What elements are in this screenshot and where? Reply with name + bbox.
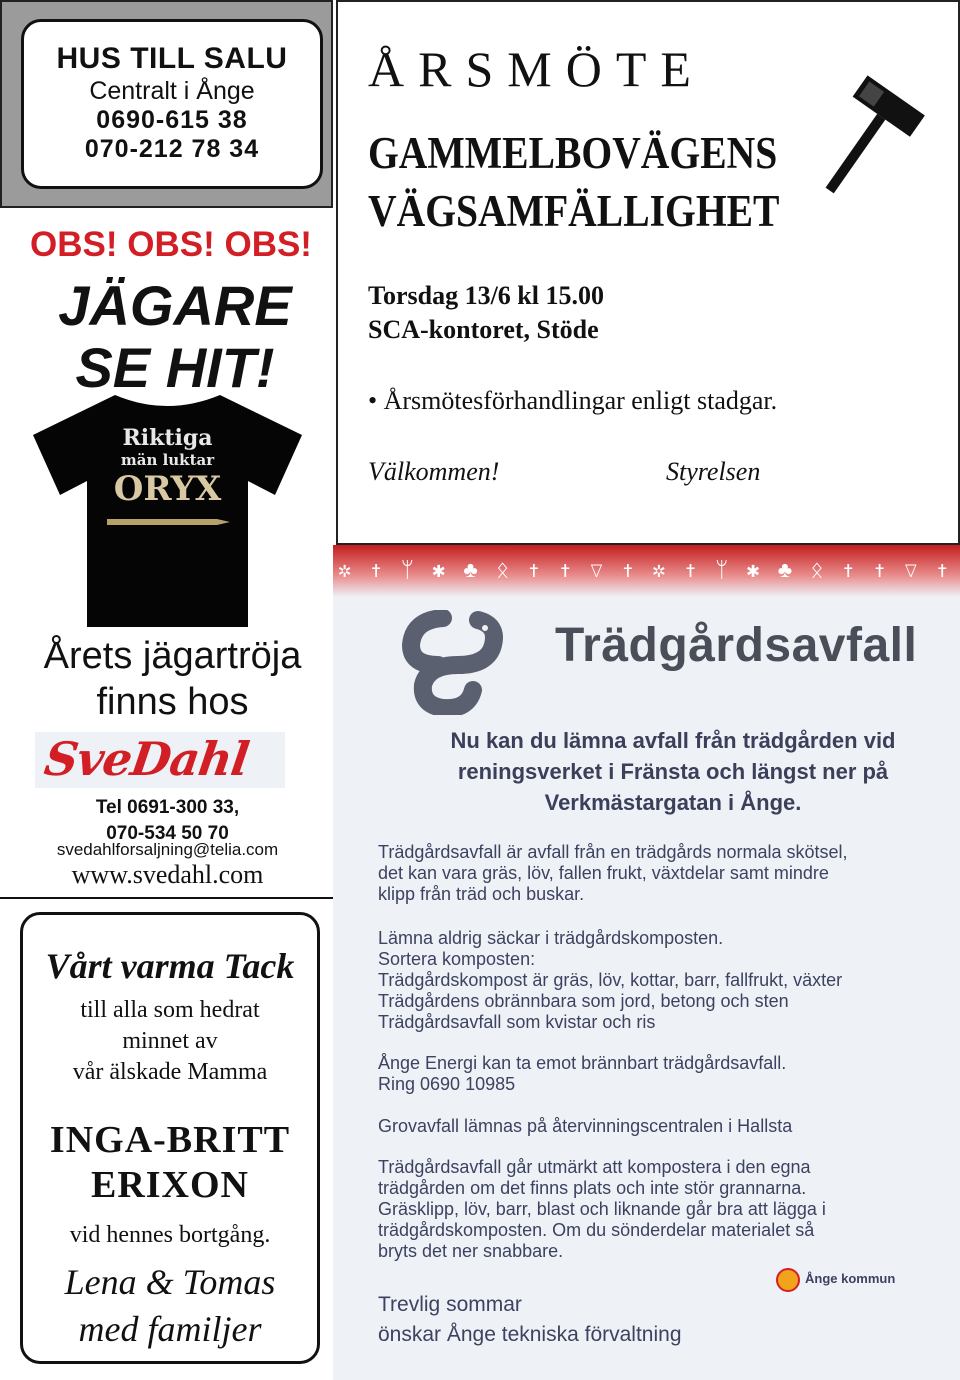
arsmote-notice [336,0,960,545]
tack-line: vår älskade Mamma [72,1059,268,1085]
tack-line: till alla som hedrat [80,997,260,1023]
gavel-icon [824,70,934,210]
svedahl-logo-text: SveDahl [41,732,252,786]
obs-banner: OBS! OBS! OBS! [30,225,312,264]
tradgard-line: Trädgårdskompost är gräs, löv, kottar, barr, fallfrukt, växter [378,970,843,990]
svedahl-tel-1: Tel 0691-300 33, [95,797,240,818]
org-line-2: VÄGSAMFÄLLIGHET [368,186,780,236]
tshirt-text-2: män luktar [120,451,215,469]
arsmote-agenda: • Årsmötesförhandlingar enligt stadgar. [368,386,778,415]
tack-deceased-name [23,1118,317,1208]
ange-kommun-icon [776,1268,800,1292]
tshirt-text-1: Riktiga [122,425,213,451]
jagare-line-2: SE HIT! [75,336,275,399]
arsmote-welcome: Välkommen! [368,457,500,486]
arsmote-when [368,279,604,347]
tack-notice [20,912,320,1364]
tradgard-line: Trädgårdsavfall går utmärkt att kompostera i den egna [378,1157,811,1177]
tack-name-1: INGA-BRITT [49,1119,291,1161]
arets-jagartroja [10,633,335,725]
tradgard-line: Gräsklipp, löv, barr, blast och liknande går bra att lägga i [378,1199,826,1219]
divider [0,897,336,899]
tradgard-paragraph-5 [378,1157,948,1262]
hus-phone-2: 070-212 78 34 [84,135,260,163]
tack-name-2: ERIXON [90,1164,250,1206]
tradgard-paragraph-4 [378,1116,948,1137]
jagare-headline [30,275,320,399]
tack-signature [23,1259,317,1353]
tradgard-closing-2: önskar Ånge tekniska förvaltning [378,1323,682,1346]
tradgard-paragraph-1 [378,842,948,905]
tradgard-line: klipp från träd och buskar. [378,884,585,904]
tradgard-line: Trädgårdens obrännbara som jord, betong och sten [378,991,789,1011]
tshirt-text-3: ORYX [113,469,222,509]
arets-line-2: finns hos [96,681,249,723]
tradgardsavfall-ad [333,545,960,1380]
arsmote-signature: Styrelsen [666,457,761,486]
tradgard-paragraph-2 [378,928,948,1033]
tradgard-line: bryts det ner snabbare. [378,1241,564,1261]
arsmote-organization [368,124,779,240]
serpent-logo-icon [393,610,503,715]
tack-lines [23,995,317,1088]
tradgard-closing [378,1290,682,1350]
rune-pattern: ✲ ✝ ᛘ ✱ ♣ ᛟ ✝ ✝ ∇ ✝ ✲ ✝ ᛘ ✱ ♣ ᛟ ✝ ✝ ∇ ✝ [338,557,955,582]
tradgard-line: Sortera komposten: [378,949,536,969]
tradgard-paragraph-3 [378,1053,948,1095]
arets-line-1: Årets jägartröja [43,635,302,677]
tradgard-line: Trädgårdsavfall som kvistar och ris [378,1012,656,1032]
hus-phone-1: 0690-615 38 [96,106,248,134]
arsmote-title: ÅRSMÖTE [368,41,705,97]
svedahl-tel-2: 070-534 50 70 [106,823,229,844]
ange-kommun-label: Ånge kommun [805,1271,896,1286]
tradgard-line: Trädgårdsavfall är avfall från en trädgårds normala skötsel, [378,842,848,862]
hus-title: HUS TILL SALU [56,42,288,75]
tack-vid: vid hennes bortgång. [69,1222,271,1248]
jagare-line-1: JÄGARE [58,274,292,337]
svedahl-website[interactable]: www.svedahl.com [71,860,264,889]
org-line-1: GAMMELBOVÄGENS [368,128,778,178]
tack-line: minnet av [122,1028,218,1054]
rune-banner [333,545,960,597]
tradgard-intro [393,725,953,818]
tradgard-intro-line: reningsverket i Fränsta och längst ner på [457,759,889,784]
tack-title: Vårt varma Tack [45,946,295,986]
tradgard-line: Ånge Energi kan ta emot brännbart trädgårdsavfall. [378,1053,787,1073]
tradgard-closing-1: Trevlig sommar [378,1293,522,1316]
tradgard-line: Grovavfall lämnas på återvinningscentralen i Hallsta [378,1116,793,1136]
tradgard-line: Ring 0690 10985 [378,1074,516,1094]
hus-location: Centralt i Ånge [89,77,255,105]
tradgard-line: det kan vara gräs, löv, fallen frukt, växtdelar samt mindre [378,863,829,883]
tradgard-line: trädgården om det finns plats och inte stör grannarna. [378,1178,807,1198]
tradgard-intro-line: Verkmästargatan i Ånge. [544,790,802,815]
tradgard-line: trädgårdskomposten. Om du sönderdelar materialet så [378,1220,815,1240]
tack-sign-2: med familjer [78,1309,262,1349]
tack-sign-1: Lena & Tomas [64,1262,276,1302]
hus-till-salu-ad [21,19,323,189]
tshirt-image [30,395,305,630]
tradgard-intro-line: Nu kan du lämna avfall från trädgården vid [450,728,896,753]
svedahl-email[interactable]: svedahlforsaljning@telia.com [56,840,279,859]
tradgard-title: Trädgårdsavfall [555,619,918,672]
arsmote-date: Torsdag 13/6 kl 15.00 [368,281,604,310]
svedahl-logo [35,732,285,788]
arsmote-place: SCA-kontoret, Stöde [368,315,599,344]
tradgard-line: Lämna aldrig säckar i trädgårdskomposten. [378,928,724,948]
arsmote-agenda-text: Årsmötesförhandlingar enligt stadgar. [383,386,778,415]
